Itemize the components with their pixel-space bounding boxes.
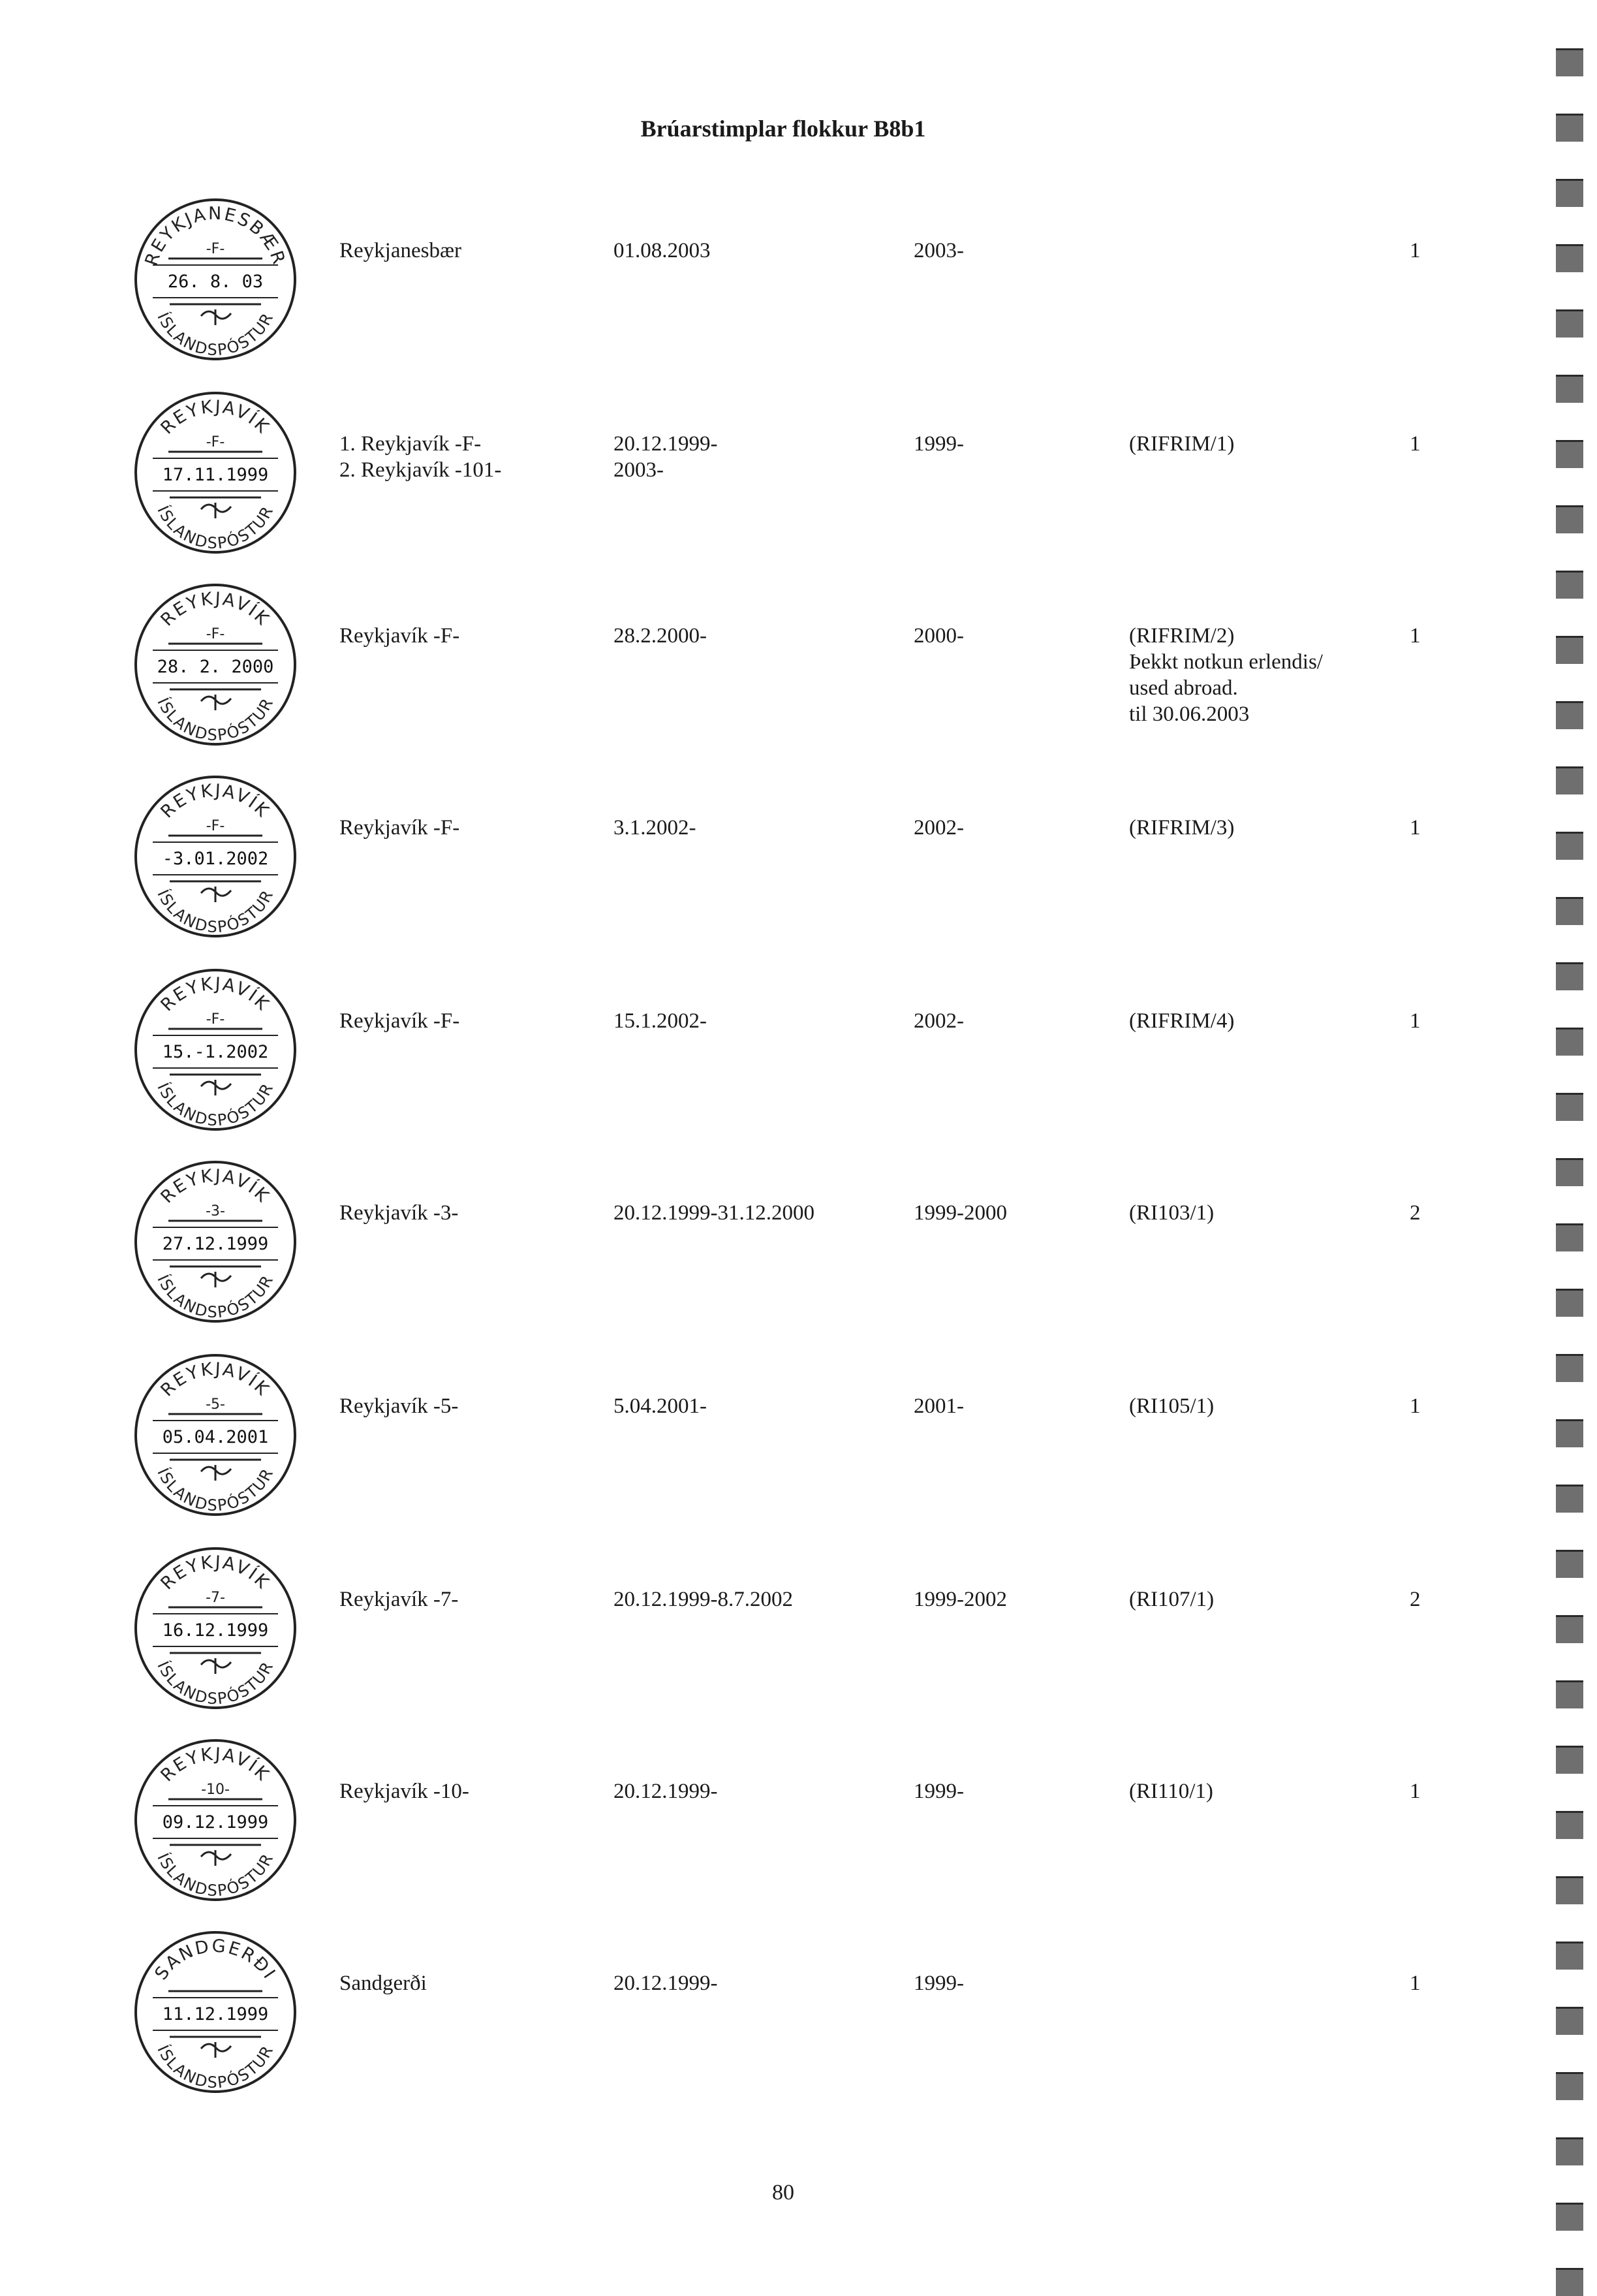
date-range <box>613 1778 718 1804</box>
binder-hole <box>1556 2203 1583 2231</box>
date-range-line: 20.12.1999- <box>613 432 718 456</box>
year-range: 2003- <box>914 239 964 262</box>
postmark-image <box>131 388 300 558</box>
reference-note <box>1129 1008 1234 1034</box>
svg-text:ÍSLANDSPÓSTUR: ÍSLANDSPÓSTUR <box>153 1658 277 1708</box>
postmark-image <box>131 195 300 364</box>
date-range <box>613 623 707 649</box>
page-title: Brúarstimplar flokkur B8b1 <box>640 116 926 142</box>
svg-text:-F-: -F- <box>206 818 225 834</box>
date-range-line: 20.12.1999- <box>613 1780 718 1803</box>
location-name-line: 1. Reykjavík -F- <box>339 432 482 456</box>
reference-note <box>1129 1393 1214 1419</box>
svg-text:REYKJAVÍK: REYKJAVÍK <box>157 1744 274 1786</box>
postmark-image <box>131 1543 300 1713</box>
svg-text:ÍSLANDSPÓSTUR: ÍSLANDSPÓSTUR <box>153 309 277 360</box>
binder-hole <box>1556 1354 1583 1382</box>
reference-note-line: (RI110/1) <box>1129 1780 1213 1803</box>
rarity-count: 2 <box>1410 1588 1421 1611</box>
binder-hole <box>1556 1876 1583 1904</box>
postmark-image <box>131 1350 300 1520</box>
date-range <box>613 1586 793 1612</box>
year-range: 1999- <box>914 1780 964 1803</box>
location-name <box>339 431 501 483</box>
binder-hole <box>1556 114 1583 142</box>
binder-hole <box>1556 1419 1583 1447</box>
location-name-line: Reykjavík -F- <box>339 1009 460 1033</box>
year-range: 2000- <box>914 624 964 648</box>
reference-note-line: (RI105/1) <box>1129 1394 1215 1418</box>
date-range <box>613 1200 814 1226</box>
year-range: 1999-2002 <box>914 1588 1007 1611</box>
binder-hole <box>1556 440 1583 468</box>
rarity-count: 1 <box>1410 624 1421 648</box>
binder-holes <box>1556 0 1589 2288</box>
svg-text:REYKJAVÍK: REYKJAVÍK <box>157 1552 274 1594</box>
reference-note-line: (RI107/1) <box>1129 1588 1215 1611</box>
svg-text:-F-: -F- <box>206 626 225 642</box>
rarity-count: 2 <box>1410 1201 1421 1225</box>
location-name <box>339 238 461 264</box>
svg-text:27.12.1999: 27.12.1999 <box>162 1234 269 1254</box>
location-name-line: Reykjavík -10- <box>339 1780 469 1803</box>
location-name-line: Reykjavík -5- <box>339 1394 459 1418</box>
date-range <box>613 1970 718 1996</box>
date-range-line: 5.04.2001- <box>613 1394 707 1418</box>
rarity-count: 1 <box>1410 816 1421 840</box>
reference-note-line: (RIFRIM/4) <box>1129 1009 1235 1033</box>
location-name <box>339 1393 458 1419</box>
svg-text:ÍSLANDSPÓSTUR: ÍSLANDSPÓSTUR <box>153 886 277 937</box>
svg-text:ÍSLANDSPÓSTUR: ÍSLANDSPÓSTUR <box>153 1464 277 1515</box>
rarity-count: 1 <box>1410 1009 1421 1033</box>
binder-hole <box>1556 375 1583 403</box>
location-name <box>339 1586 458 1612</box>
date-range-line: 2003- <box>613 458 664 482</box>
year-range: 1999- <box>914 1972 964 1995</box>
stamp-entry <box>0 388 1501 577</box>
location-name-line: Reykjavík -7- <box>339 1588 459 1611</box>
binder-hole <box>1556 701 1583 729</box>
date-range-line: 15.1.2002- <box>613 1009 707 1033</box>
svg-text:28. 2. 2000: 28. 2. 2000 <box>157 657 274 677</box>
svg-text:-3.01.2002: -3.01.2002 <box>162 849 269 869</box>
stamp-entry <box>0 965 1501 1154</box>
reference-note-line: Þekkt notkun erlendis/ <box>1129 650 1323 674</box>
rarity-count: 1 <box>1410 1972 1421 1995</box>
location-name-line: Reykjavík -F- <box>339 816 460 840</box>
location-name <box>339 1778 469 1804</box>
svg-text:ÍSLANDSPÓSTUR: ÍSLANDSPÓSTUR <box>153 694 277 745</box>
reference-note-line: (RIFRIM/1) <box>1129 432 1235 456</box>
location-name-line: Sandgerði <box>339 1972 427 1995</box>
svg-text:16.12.1999: 16.12.1999 <box>162 1620 269 1641</box>
svg-text:ÍSLANDSPÓSTUR: ÍSLANDSPÓSTUR <box>153 1079 277 1130</box>
binder-hole <box>1556 897 1583 925</box>
svg-text:REYKJAVÍK: REYKJAVÍK <box>157 973 274 1016</box>
page-number: 80 <box>772 2180 794 2205</box>
date-range-line: 20.12.1999- <box>613 1972 718 1995</box>
svg-text:ÍSLANDSPÓSTUR: ÍSLANDSPÓSTUR <box>153 1271 277 1322</box>
location-name <box>339 1200 458 1226</box>
svg-text:REYKJAVÍK: REYKJAVÍK <box>157 1165 274 1208</box>
binder-hole <box>1556 1223 1583 1251</box>
binder-hole <box>1556 636 1583 664</box>
binder-hole <box>1556 571 1583 599</box>
binder-hole <box>1556 309 1583 338</box>
binder-hole <box>1556 505 1583 533</box>
date-range-line: 3.1.2002- <box>613 816 696 840</box>
postmark-image <box>131 965 300 1135</box>
svg-text:REYKJAVÍK: REYKJAVÍK <box>157 1359 274 1401</box>
postmark-image <box>131 1927 300 2097</box>
svg-text:-10-: -10- <box>201 1782 230 1798</box>
binder-hole <box>1556 1680 1583 1708</box>
postmark-image <box>131 772 300 941</box>
stamp-entry <box>0 195 1501 384</box>
date-range-line: 20.12.1999-8.7.2002 <box>613 1588 793 1611</box>
reference-note <box>1129 815 1234 841</box>
date-range-line: 28.2.2000- <box>613 624 707 648</box>
svg-text:-F-: -F- <box>206 1011 225 1028</box>
postmark-image <box>131 580 300 749</box>
reference-note-line: (RIFRIM/2) <box>1129 624 1235 648</box>
svg-text:15.-1.2002: 15.-1.2002 <box>162 1042 269 1062</box>
binder-hole <box>1556 1093 1583 1121</box>
year-range: 1999- <box>914 432 964 456</box>
svg-text:-3-: -3- <box>206 1203 225 1219</box>
location-name-line: Reykjavík -F- <box>339 624 460 648</box>
binder-hole <box>1556 48 1583 76</box>
stamp-entry <box>0 1543 1501 1733</box>
date-range-line: 20.12.1999-31.12.2000 <box>613 1201 814 1225</box>
reference-note-line: used abroad. <box>1129 676 1238 700</box>
binder-hole <box>1556 832 1583 860</box>
binder-hole <box>1556 2007 1583 2035</box>
stamp-entry <box>0 772 1501 961</box>
year-range: 1999-2000 <box>914 1201 1007 1225</box>
binder-hole <box>1556 1289 1583 1317</box>
binder-hole <box>1556 1746 1583 1774</box>
date-range-line: 01.08.2003 <box>613 239 711 262</box>
binder-hole <box>1556 1550 1583 1578</box>
rarity-count: 1 <box>1410 1780 1421 1803</box>
year-range: 2001- <box>914 1394 964 1418</box>
svg-text:26. 8. 03: 26. 8. 03 <box>167 272 264 292</box>
date-range <box>613 1008 707 1034</box>
reference-note-line: (RI103/1) <box>1129 1201 1215 1225</box>
svg-text:REYKJANESBÆR: REYKJANESBÆR <box>141 203 290 268</box>
rarity-count: 1 <box>1410 1394 1421 1418</box>
svg-text:REYKJAVÍK: REYKJAVÍK <box>157 396 274 439</box>
binder-hole <box>1556 2268 1583 2296</box>
stamp-entry <box>0 1350 1501 1539</box>
reference-note <box>1129 1200 1214 1226</box>
binder-hole <box>1556 1942 1583 1970</box>
svg-text:-F-: -F- <box>206 241 225 257</box>
svg-text:SANDGERÐI: SANDGERÐI <box>151 1936 281 1984</box>
postmark-image <box>131 1735 300 1905</box>
rarity-count: 1 <box>1410 432 1421 456</box>
date-range <box>613 815 696 841</box>
location-name <box>339 1008 459 1034</box>
svg-text:09.12.1999: 09.12.1999 <box>162 1812 269 1832</box>
svg-text:17.11.1999: 17.11.1999 <box>162 465 269 485</box>
location-name-line: 2. Reykjavík -101- <box>339 458 502 482</box>
reference-note <box>1129 431 1234 457</box>
binder-hole <box>1556 2072 1583 2100</box>
date-range <box>613 238 711 264</box>
svg-text:REYKJAVÍK: REYKJAVÍK <box>157 588 274 631</box>
binder-hole <box>1556 1158 1583 1186</box>
location-name <box>339 815 459 841</box>
svg-text:-7-: -7- <box>206 1590 225 1606</box>
svg-text:05.04.2001: 05.04.2001 <box>162 1427 269 1447</box>
svg-text:11.12.1999: 11.12.1999 <box>162 2004 269 2024</box>
reference-note-line: til 30.06.2003 <box>1129 702 1250 726</box>
svg-text:-F-: -F- <box>206 434 225 450</box>
binder-hole <box>1556 1485 1583 1513</box>
stamp-entry <box>0 580 1501 769</box>
reference-note <box>1129 1778 1213 1804</box>
stamp-entry <box>0 1927 1501 2116</box>
rarity-count: 1 <box>1410 239 1421 262</box>
binder-hole <box>1556 962 1583 990</box>
binder-hole <box>1556 2137 1583 2165</box>
location-name <box>339 623 459 649</box>
binder-hole <box>1556 1615 1583 1643</box>
binder-hole <box>1556 766 1583 794</box>
svg-text:ÍSLANDSPÓSTUR: ÍSLANDSPÓSTUR <box>153 2041 277 2092</box>
year-range: 2002- <box>914 1009 964 1033</box>
reference-note <box>1129 1586 1214 1612</box>
date-range <box>613 431 718 483</box>
binder-hole <box>1556 1811 1583 1839</box>
location-name-line: Reykjavík -3- <box>339 1201 459 1225</box>
svg-text:-5-: -5- <box>206 1396 225 1413</box>
svg-text:ÍSLANDSPÓSTUR: ÍSLANDSPÓSTUR <box>153 502 277 553</box>
postmark-image <box>131 1157 300 1327</box>
svg-text:REYKJAVÍK: REYKJAVÍK <box>157 780 274 823</box>
binder-hole <box>1556 1028 1583 1056</box>
location-name-line: Reykjanesbær <box>339 239 461 262</box>
stamp-entry <box>0 1735 1501 1925</box>
year-range: 2002- <box>914 816 964 840</box>
date-range <box>613 1393 707 1419</box>
svg-text:ÍSLANDSPÓSTUR: ÍSLANDSPÓSTUR <box>153 1849 277 1900</box>
reference-note-line: (RIFRIM/3) <box>1129 816 1235 840</box>
stamp-entry <box>0 1157 1501 1346</box>
location-name <box>339 1970 427 1996</box>
binder-hole <box>1556 244 1583 272</box>
reference-note <box>1129 623 1323 727</box>
binder-hole <box>1556 179 1583 207</box>
